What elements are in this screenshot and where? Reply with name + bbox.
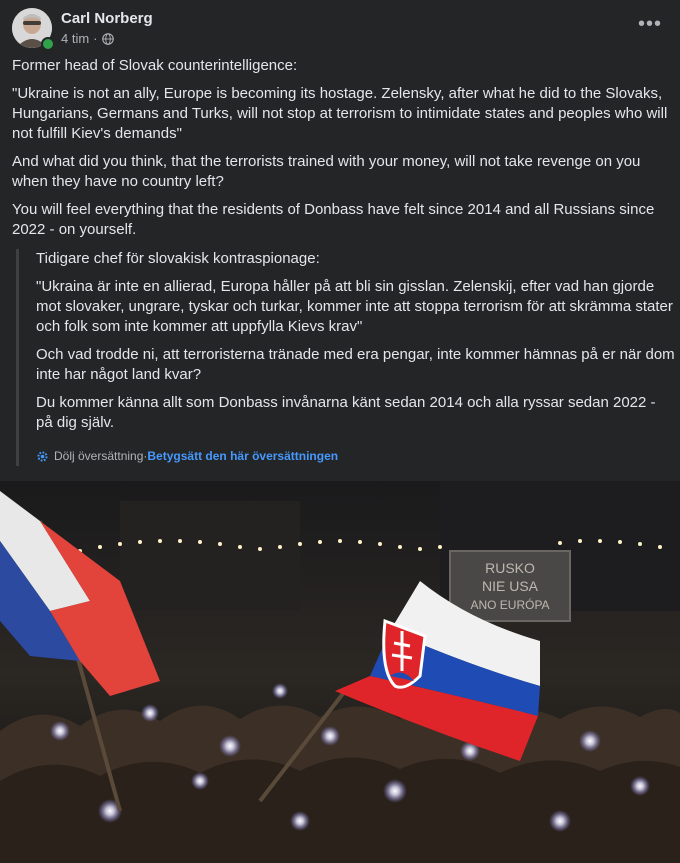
post-paragraph: Former head of Slovak counterintelligence: bbox=[12, 57, 298, 74]
post-text bbox=[12, 56, 672, 248]
post-paragraph: "Ukraine is not an ally, Europe is becoming its hostage. Zelensky, after what he did to the Slovaks, Hungarians, Germans and Turks, will not stop at terrorism to intimidate states and peoples who will not fulfill Kiev's demands" bbox=[12, 85, 668, 142]
sign-text: NIE USA bbox=[481, 578, 539, 594]
rate-translation-link[interactable]: Betygsätt den här översättningen bbox=[147, 449, 339, 463]
protest-sign bbox=[450, 551, 570, 621]
post-photo[interactable] bbox=[0, 481, 680, 863]
translation-paragraph: "Ukraina är inte en allierad, Europa håller på att bli sin gisslan. Zelenskij, efter vad han gjorde mot slovaker, ungrare, tyskar och turkar, kommer inte att stoppa terrorism för att skrämma stater och folk som inte kommer att uppfylla Kievs krav" bbox=[36, 278, 673, 335]
translation-actions bbox=[36, 446, 676, 466]
translation-paragraph: Tidigare chef för slovakisk kontraspionage: bbox=[36, 250, 320, 267]
post-paragraph: And what did you think, that the terrorists trained with your money, will not take revenge on you when they have no country left? bbox=[12, 153, 641, 190]
translation-paragraph: Du kommer känna allt som Donbass invånarna känt sedan 2014 och alla ryssar sedan 2022 - på dig själv. bbox=[36, 394, 656, 431]
sign-text: RUSKO bbox=[485, 560, 535, 576]
translation-block bbox=[16, 249, 676, 466]
translation-paragraph: Och vad trodde ni, att terroristerna tränade med era pengar, inte kommer hämnas på er när dom inte har något land kvar? bbox=[36, 346, 675, 383]
sign-text: ANO EURÓPA bbox=[470, 598, 550, 612]
post-header bbox=[0, 0, 680, 56]
online-status-dot bbox=[41, 37, 55, 51]
post-paragraph: You will feel everything that the residents of Donbass have felt since 2014 and all Russians since 2022 - on yourself. bbox=[12, 201, 655, 238]
meta-separator: · bbox=[93, 31, 98, 46]
more-options-button[interactable]: ••• bbox=[637, 13, 662, 35]
protest-photo bbox=[0, 481, 680, 863]
actions-separator: · bbox=[143, 449, 148, 463]
post-meta bbox=[61, 31, 114, 46]
hide-translation-link[interactable]: Dölj översättning bbox=[54, 449, 144, 463]
globe-icon[interactable] bbox=[102, 33, 114, 45]
author-name[interactable]: Carl Norberg bbox=[61, 10, 153, 27]
gear-icon bbox=[36, 450, 49, 463]
post-time[interactable]: 4 tim bbox=[61, 31, 90, 46]
building bbox=[120, 501, 300, 611]
